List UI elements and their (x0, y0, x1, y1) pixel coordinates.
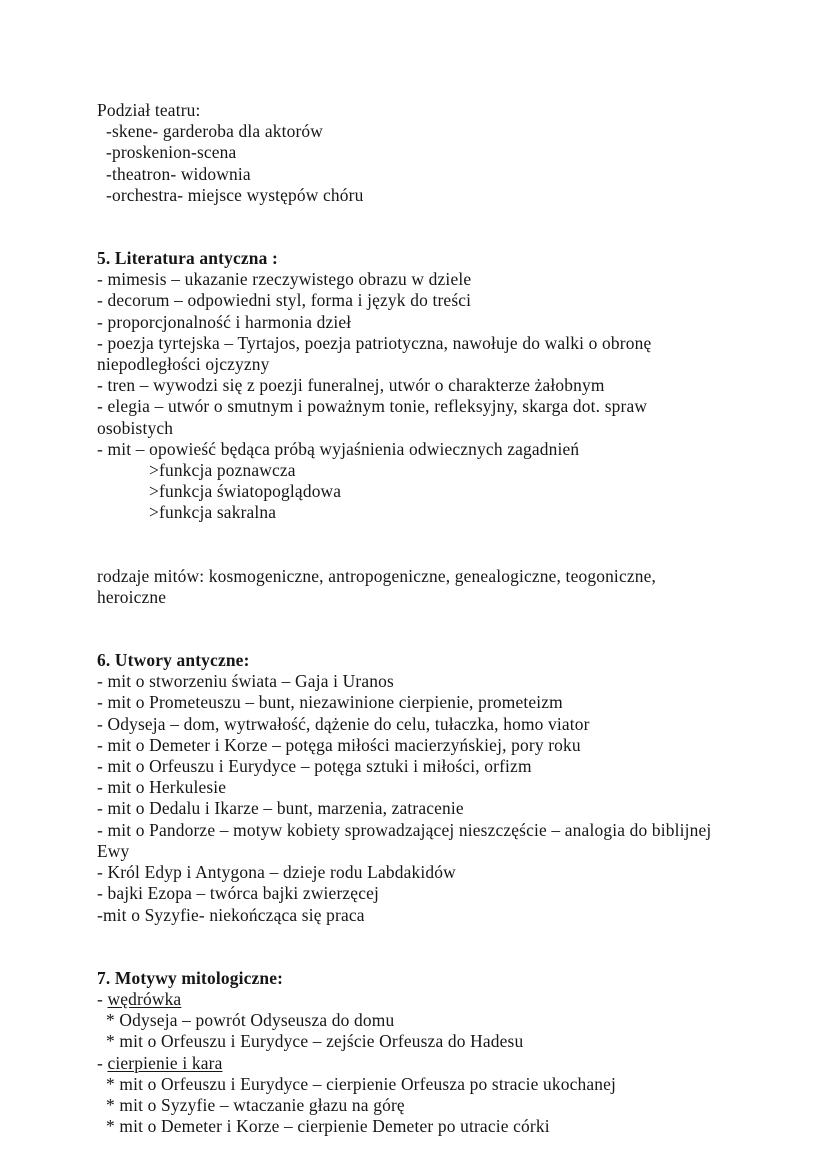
section-6 (97, 650, 717, 926)
motif-item: * mit o Demeter i Korze – cierpienie Demeter po utracie córki (106, 1116, 550, 1137)
motif-group-name: wędrówka (107, 988, 182, 1009)
section-gap (97, 206, 717, 248)
section-6-item: - mit o stworzeniu świata – Gaja i Uranos (97, 671, 394, 692)
motif-dash: - (97, 1052, 108, 1073)
section-6-item: -mit o Syzyfie- niekończąca się praca (97, 904, 365, 925)
section-gap (97, 524, 717, 566)
section-6-item: - Król Edyp i Antygona – dzieje rodu Labdakidów (97, 862, 456, 883)
document-body (97, 100, 717, 1137)
section-5-item: - tren – wywodzi się z poezji funeralnej, utwór o charakterze żałobnym (97, 375, 605, 396)
theater-division-item: -skene- garderoba dla aktorów (106, 121, 324, 142)
section-6-item: - Odyseja – dom, wytrwałość, dążenie do celu, tułaczka, homo viator (97, 713, 590, 734)
section-5-heading: 5. Literatura antyczna : (97, 248, 278, 269)
section-6-item: - mit o Dedalu i Ikarze – bunt, marzenia, zatracenie (97, 798, 464, 819)
motif-item: * mit o Orfeuszu i Eurydyce – cierpienie Orfeusza po stracie ukochanej (106, 1073, 617, 1094)
section-6-item: - mit o Orfeuszu i Eurydyce – potęga sztuki i miłości, orfizm (97, 756, 532, 777)
theater-division-item: -theatron- widownia (106, 163, 251, 184)
section-6-item: - bajki Ezopa – twórca bajki zwierzęcej (97, 883, 379, 904)
section-6-item: - mit o Demeter i Korze – potęga miłości macierzyńskiej, pory roku (97, 734, 581, 755)
section-5-item: - elegia – utwór o smutnym i poważnym tonie, refleksyjny, skarga dot. spraw osobistych (97, 396, 652, 438)
section-6-item: - mit o Herkulesie (97, 777, 227, 798)
section-5-item: - mimesis – ukazanie rzeczywistego obrazu w dziele (97, 269, 472, 290)
myth-types-line: rodzaje mitów: kosmogeniczne, antropogeniczne, genealogiczne, teogoniczne, heroiczne (97, 565, 661, 607)
motif-item: * Odyseja – powrót Odyseusza do domu (106, 1010, 395, 1031)
section-5 (97, 248, 717, 524)
section-gap (97, 926, 717, 968)
section-5-item: - poezja tyrtejska – Tyrtajos, poezja patriotyczna, nawołuje do walki o obronę niepodległości ojczyzny (97, 332, 656, 375)
motif-item: * mit o Orfeuszu i Eurydyce – zejście Orfeusza do Hadesu (106, 1031, 524, 1052)
motif-item: * mit o Syzyfie – wtaczanie głazu na górę (106, 1094, 405, 1115)
motif-dash: - (97, 988, 108, 1009)
section-7 (97, 968, 717, 1138)
motif-group-name: cierpienie i kara (107, 1052, 223, 1073)
theater-division-item: -proskenion-scena (106, 142, 237, 163)
theater-division-item: -orchestra- miejsce występów chóru (106, 184, 364, 205)
theater-division-title: Podział teatru: (97, 100, 201, 120)
myth-function-item: >funkcja sakralna (149, 502, 277, 523)
motif-group-label (97, 989, 717, 1010)
section-5-item: - proporcjonalność i harmonia dzieł (97, 311, 352, 332)
section-gap (97, 608, 717, 650)
section-6-heading: 6. Utwory antyczne: (97, 650, 250, 671)
myth-function-item: >funkcja światopoglądowa (149, 481, 342, 502)
motif-group-label (97, 1053, 717, 1074)
section-5-item: - decorum – odpowiedni styl, forma i język do treści (97, 290, 472, 311)
myth-function-item: >funkcja poznawcza (149, 460, 296, 481)
section-6-item: - mit o Pandorze – motyw kobiety sprowadzającej nieszczęście – analogia do biblijnej Ewy (97, 819, 716, 861)
section-6-item: - mit o Prometeuszu – bunt, niezawinione cierpienie, prometeizm (97, 692, 563, 713)
section-5-item: - mit – opowieść będąca próbą wyjaśnienia odwiecznych zagadnień (97, 438, 580, 459)
theater-division-block (97, 100, 717, 206)
section-7-heading: 7. Motywy mitologiczne: (97, 967, 284, 988)
